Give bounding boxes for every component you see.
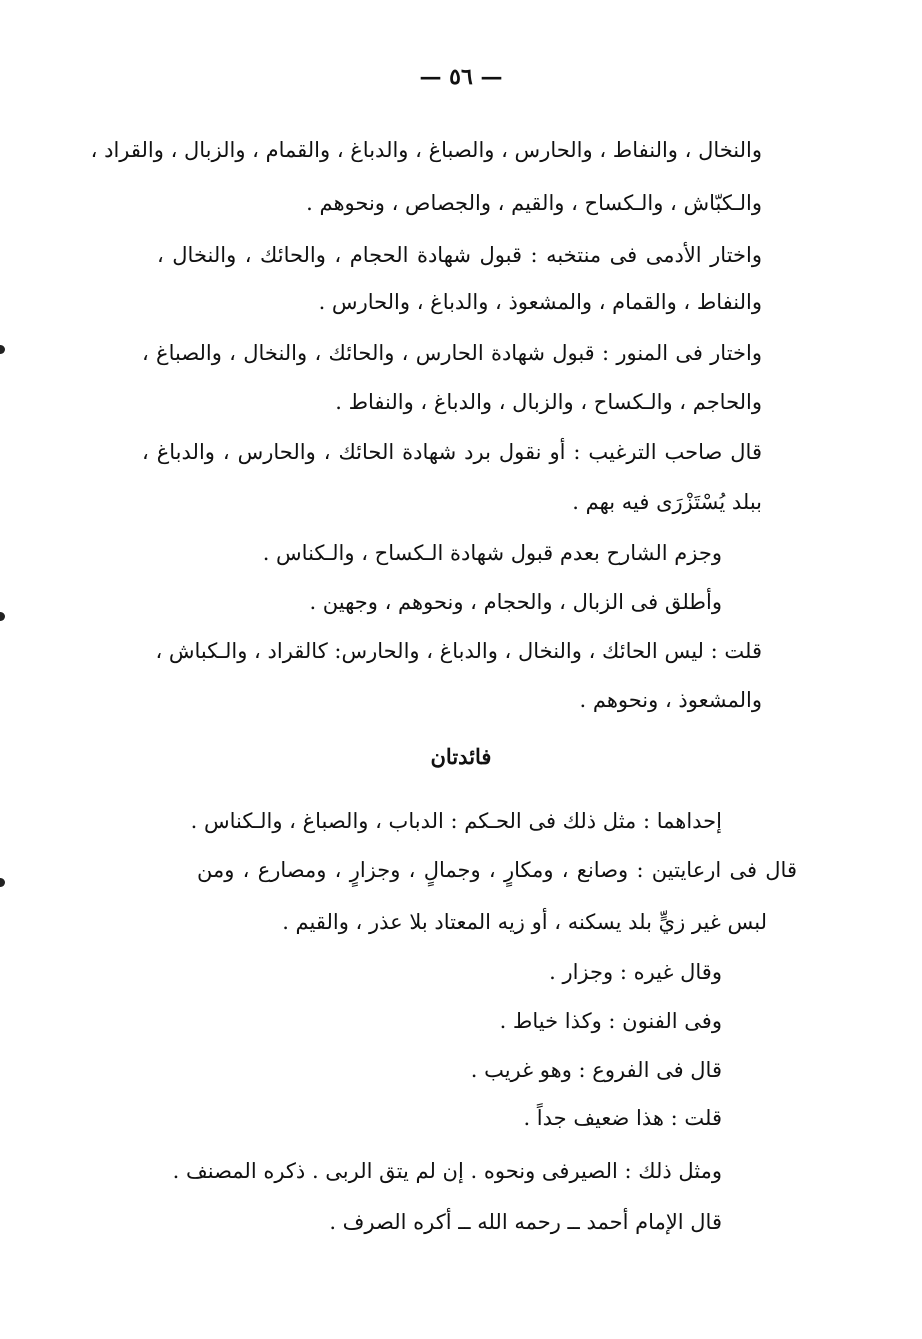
text-line: والنخال ، والنفاط ، والحارس ، والصباغ ، والدباغ ، والقمام ، والزبال ، والقراد ، xyxy=(90,138,762,162)
section-heading: فائدتان xyxy=(430,744,492,769)
text-line: وأطلق فى الزبال ، والحجام ، ونحوهم ، وجهين . xyxy=(309,590,722,614)
text-line: قال فى الفروع : وهو غريب . xyxy=(470,1058,722,1082)
text-line: قال صاحب الترغيب : أو نقول برد شهادة الحائك ، والحارس ، والدباغ ، xyxy=(142,440,762,464)
text-line: وفى الفنون : وكذا خياط . xyxy=(499,1009,722,1033)
text-line: ومثل ذلك : الصيرفى ونحوه . إن لم يتق الربى . ذكره المصنف . xyxy=(172,1159,722,1183)
text-line: قلت : هذا ضعيف جداً . xyxy=(523,1106,722,1130)
text-line: قال فى ارعايتين : وصانع ، ومكارٍ ، وجمالٍ ، وجزارٍ ، ومصارع ، ومن xyxy=(197,858,797,882)
margin-mark xyxy=(0,345,5,354)
text-line: واختار فى المنور : قبول شهادة الحارس ، والحائك ، والنخال ، والصباغ ، xyxy=(142,341,762,365)
text-line: والمشعوذ ، ونحوهم . xyxy=(579,688,762,712)
margin-mark xyxy=(0,612,5,621)
page-number: — ٥٦ — xyxy=(419,64,503,90)
text-line: وقال غيره : وجزار . xyxy=(549,960,722,984)
text-line: لبس غير زيٍّ بلد يسكنه ، أو زيه المعتاد بلا عذر ، والقيم . xyxy=(282,910,767,934)
text-line: والحاجم ، والـكساح ، والزبال ، والدباغ ، والنفاط . xyxy=(335,390,762,414)
text-line: قلت : ليس الحائك ، والنخال ، والدباغ ، والحارس: كالقراد ، والـكباش ، xyxy=(155,639,762,663)
text-line: قال الإمام أحمد ــ رحمه الله ــ أكره الصرف . xyxy=(329,1210,722,1234)
margin-mark xyxy=(0,878,5,887)
text-line: إحداهما : مثل ذلك فى الحـكم : الدباب ، والصباغ ، والـكناس . xyxy=(190,809,722,833)
text-line: والـكبّاش ، والـكساح ، والقيم ، والجصاص ، ونحوهم . xyxy=(306,191,762,215)
text-line: ببلد يُسْتَزْرَى فيه بهم . xyxy=(572,490,762,514)
text-line: والنفاط ، والقمام ، والمشعوذ ، والدباغ ، والحارس . xyxy=(318,290,762,314)
text-line: واختار الأدمى فى منتخبه : قبول شهادة الحجام ، والحائك ، والنخال ، xyxy=(157,243,762,267)
text-line: وجزم الشارح بعدم قبول شهادة الـكساح ، والـكناس . xyxy=(262,541,722,565)
